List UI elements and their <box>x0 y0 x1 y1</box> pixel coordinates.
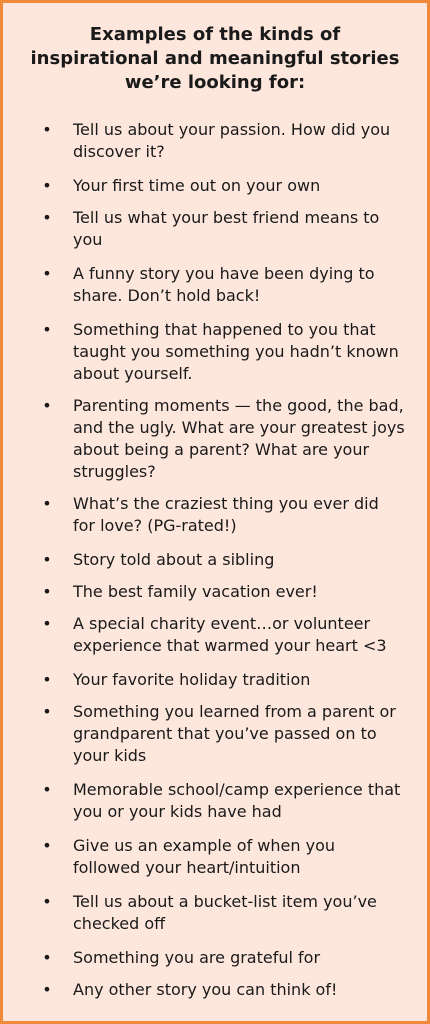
list-item-text: Tell us about your passion. How did you discover it? <box>73 120 391 161</box>
bullet-icon: • <box>42 396 52 415</box>
list-item-text: Tell us what your best friend means to you <box>73 208 380 249</box>
bullet-icon: • <box>42 550 52 569</box>
list-item-text: A funny story you have been dying to share. Don’t hold back! <box>73 264 375 305</box>
bullet-icon: • <box>42 120 52 139</box>
heading-line-3: we’re looking for: <box>124 72 306 93</box>
bullet-icon: • <box>42 892 52 911</box>
list-item-text: Parenting moments — the good, the bad, and the ugly. What are your greatest joys about being a parent? What are your struggles? <box>73 396 405 481</box>
list-item-text: Give us an example of when you followed your heart/intuition <box>73 836 335 877</box>
list-item-text: Something that happened to you that taught you something you hadn’t known about yourself. <box>73 320 399 383</box>
heading-line-1: Examples of the kinds of <box>89 24 341 45</box>
bullet-icon: • <box>42 836 52 855</box>
bullet-icon: • <box>42 176 52 195</box>
bullet-icon: • <box>42 980 52 999</box>
list-item-text: A special charity event…or volunteer experience that warmed your heart <3 <box>73 614 387 655</box>
list-item-text: Your first time out on your own <box>73 176 321 195</box>
bullet-icon: • <box>42 780 52 799</box>
list-item-text: Your favorite holiday tradition <box>73 670 311 689</box>
list-item-text: Something you are grateful for <box>73 948 321 967</box>
list-item-text: Any other story you can think of! <box>73 980 338 999</box>
list-item-text: Memorable school/camp experience that you or your kids have had <box>73 780 401 821</box>
bullet-icon: • <box>42 614 52 633</box>
bullet-icon: • <box>42 948 52 967</box>
bullet-icon: • <box>42 264 52 283</box>
bullet-icon: • <box>42 494 52 513</box>
bullet-icon: • <box>42 320 52 339</box>
bullet-icon: • <box>42 208 52 227</box>
bullet-icon: • <box>42 702 52 721</box>
list-item-text: Tell us about a bucket-list item you’ve checked off <box>73 892 377 933</box>
list-item-text: Something you learned from a parent or grandparent that you’ve passed on to your kids <box>73 702 396 765</box>
list-item-text: What’s the craziest thing you ever did for love? (PG-rated!) <box>73 494 379 535</box>
bullet-icon: • <box>42 582 52 601</box>
list-item-text: Story told about a sibling <box>73 550 275 569</box>
heading <box>23 23 407 95</box>
bullet-icon: • <box>42 670 52 689</box>
list-item-text: The best family vacation ever! <box>73 582 318 601</box>
heading-line-2: inspirational and meaningful stories <box>30 48 400 69</box>
